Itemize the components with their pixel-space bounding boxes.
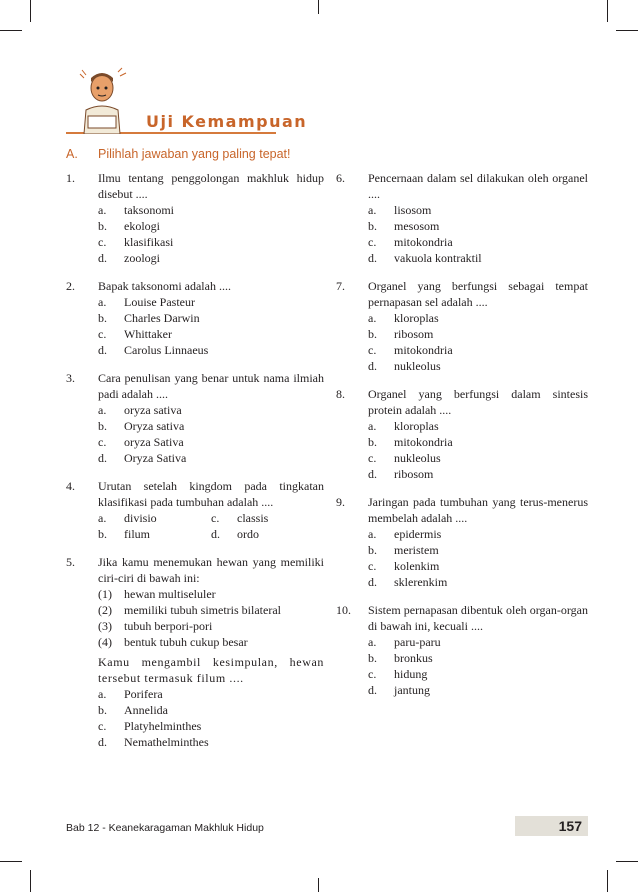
- crop-mark: [30, 0, 31, 22]
- answer-option: a. divisio: [98, 511, 157, 525]
- question-number: 3.: [66, 371, 75, 385]
- question-text: Pencernaan dalam sel dilakukan oleh organel ....: [368, 171, 588, 201]
- crop-mark: [607, 0, 608, 22]
- answer-option: c. oryza Sativa: [98, 435, 184, 449]
- question-text: Jika kamu menemukan hewan yang memiliki ciri-ciri di bawah ini:: [98, 555, 324, 585]
- question-item: [336, 386, 588, 482]
- answer-option: c. mitokondria: [368, 343, 453, 357]
- answer-option: b. meristem: [368, 543, 439, 557]
- section-letter: A.: [66, 147, 78, 161]
- question-item: [66, 478, 324, 542]
- question-number: 7.: [336, 279, 345, 293]
- answer-option: c. classis: [211, 511, 269, 525]
- characteristic-item: (4) bentuk tubuh cukup besar: [98, 635, 248, 649]
- characteristic-item: (2) memiliki tubuh simetris bilateral: [98, 603, 281, 617]
- question-number: 1.: [66, 171, 75, 185]
- answer-option: d. vakuola kontraktil: [368, 251, 482, 265]
- thinking-student-icon: [74, 66, 130, 134]
- question-item: [66, 278, 324, 358]
- answer-option: b. Annelida: [98, 703, 168, 717]
- answer-option: a. kloroplas: [368, 311, 439, 325]
- answer-option-row: [98, 510, 324, 526]
- question-number: 6.: [336, 171, 345, 185]
- question-number: 5.: [66, 555, 75, 569]
- answer-option: a. oryza sativa: [98, 403, 182, 417]
- question-number: 10.: [336, 603, 351, 617]
- answer-option: d. ribosom: [368, 467, 434, 481]
- answer-option: b. mitokondria: [368, 435, 453, 449]
- question-text: Bapak taksonomi adalah ....: [98, 279, 231, 293]
- answer-option: b. mesosom: [368, 219, 440, 233]
- answer-option: d. Nemathelminthes: [98, 735, 209, 749]
- question-text: Sistem pernapasan dibentuk oleh organ-organ di bawah ini, kecuali ....: [368, 603, 588, 633]
- answer-option: b. filum: [98, 527, 150, 541]
- question-item: [66, 370, 324, 466]
- question-text: Organel yang berfungsi dalam sintesis protein adalah ....: [368, 387, 588, 417]
- crop-mark: [0, 861, 22, 862]
- chapter-footer: Bab 12 - Keanekaragaman Makhluk Hidup: [66, 822, 264, 834]
- answer-option: c. nukleolus: [368, 451, 441, 465]
- answer-option: a. Porifera: [98, 687, 163, 701]
- crop-mark: [616, 30, 638, 31]
- crop-mark: [616, 861, 638, 862]
- question-item: [336, 602, 588, 698]
- answer-option: c. hidung: [368, 667, 428, 681]
- instruction: [66, 147, 291, 161]
- characteristic-item: (1) hewan multiseluler: [98, 587, 216, 601]
- crop-mark: [607, 870, 608, 892]
- answer-option: d. Oryza Sativa: [98, 451, 187, 465]
- question-text: Cara penulisan yang benar untuk nama ilmiah padi adalah ....: [98, 371, 324, 401]
- answer-option: c. klasifikasi: [98, 235, 174, 249]
- answer-option: c. mitokondria: [368, 235, 453, 249]
- answer-option-row: [98, 526, 324, 542]
- page-number: 157: [515, 816, 588, 836]
- question-number: 4.: [66, 479, 75, 493]
- answer-option: d. nukleolus: [368, 359, 441, 373]
- question-number: 9.: [336, 495, 345, 509]
- question-text: Organel yang berfungsi sebagai tempat pernapasan sel adalah ....: [368, 279, 588, 309]
- crop-mark: [0, 30, 22, 31]
- instruction-text: Pilihlah jawaban yang paling tepat!: [98, 147, 291, 161]
- answer-option: c. kolenkim: [368, 559, 440, 573]
- answer-option: d. ordo: [211, 527, 259, 541]
- question-text: Urutan setelah kingdom pada tingkatan klasifikasi pada tumbuhan adalah ....: [98, 479, 324, 509]
- crop-mark: [30, 870, 31, 892]
- question-item: [336, 170, 588, 266]
- question-note: Kamu mengambil kesimpulan, hewan tersebut termasuk filum ....: [98, 655, 324, 685]
- answer-option: a. Louise Pasteur: [98, 295, 195, 309]
- answer-option: d. sklerenkim: [368, 575, 448, 589]
- answer-option: a. taksonomi: [98, 203, 174, 217]
- question-item: [66, 554, 324, 750]
- answer-option: b. ekologi: [98, 219, 160, 233]
- answer-option: b. bronkus: [368, 651, 433, 665]
- question-text: Ilmu tentang penggolongan makhluk hidup disebut ....: [98, 171, 324, 201]
- answer-option: b. ribosom: [368, 327, 434, 341]
- question-item: [336, 494, 588, 590]
- question-number: 2.: [66, 279, 75, 293]
- answer-option: a. paru-paru: [368, 635, 441, 649]
- question-item: [336, 278, 588, 374]
- question-number: 8.: [336, 387, 345, 401]
- question-text: Jaringan pada tumbuhan yang terus-menerus membelah adalah ....: [368, 495, 588, 525]
- answer-option: a. epidermis: [368, 527, 442, 541]
- answer-option: c. Whittaker: [98, 327, 172, 341]
- answer-option: c. Platyhelminthes: [98, 719, 202, 733]
- characteristic-item: (3) tubuh berpori-pori: [98, 619, 213, 633]
- answer-option: d. jantung: [368, 683, 430, 697]
- question-item: [66, 170, 324, 266]
- question-column-left: [66, 170, 324, 762]
- answer-option: a. kloroplas: [368, 419, 439, 433]
- crop-mark: [318, 0, 319, 14]
- answer-option: d. Carolus Linnaeus: [98, 343, 209, 357]
- answer-option: b. Charles Darwin: [98, 311, 200, 325]
- answer-option: b. Oryza sativa: [98, 419, 185, 433]
- section-title: Uji Kemampuan: [146, 112, 308, 131]
- answer-option: d. zoologi: [98, 251, 160, 265]
- crop-mark: [318, 878, 319, 892]
- question-column-right: [336, 170, 588, 710]
- answer-option: a. lisosom: [368, 203, 432, 217]
